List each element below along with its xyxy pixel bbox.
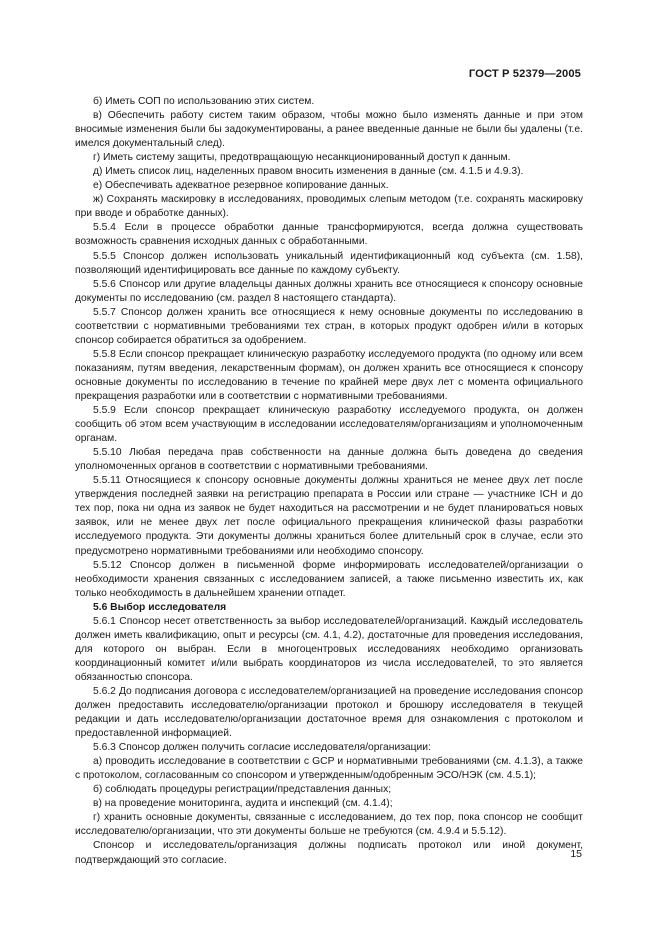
paragraph: в) на проведение мониторинга, аудита и инспекций (см. 4.1.4); [93,798,393,810]
paragraph: 5.6.3 Спонсор должен получить согласие исследователя/организации: [93,742,431,754]
paragraph: 5.5.11 Относящиеся к спонсору основные документы должны храниться не менее двух лет после утверждения последней заявки на регистрацию препарата в России или стране — участнике ICH и до тех пор, пока ни одна из заявок не будет находиться на рассмотрении и не будет планироваться новых заявок, или не менее двух лет после официального прекращения клинической фазы разработки исследуемого продукта. Эти документы должны храниться более длительный срок в случае, если это предусмотрено нормативными требованиями или необходимо спонсору. [75,475,583,557]
paragraph: Спонсор и исследователь/организация должны подписать протокол или иной документ, подтверждающий это согласие. [75,840,583,866]
paragraph: ж) Сохранять маскировку в исследованиях, проводимых слепым методом (т.е. сохранять маскировку при вводе и обработке данных). [75,194,583,220]
paragraph: б) соблюдать процедуры регистрации/представления данных; [93,784,392,796]
paragraph: 5.5.8 Если спонсор прекращает клиническую разработку исследуемого продукта (по одному или всем показаниям, путям введения, лекарственным формам), он должен хранить все относящиеся к спонсору основные документы по исследованию в течение по крайней мере двух лет с момента официального прекращения разработки или в соответствии с нормативными требованиями. [75,348,583,402]
paragraph: 5.5.5 Спонсор должен использовать уникальный идентификационный код субъекта (см. 1.58), позволяющий идентифицировать все данные по каждому субъекту. [75,250,583,276]
paragraph: а) проводить исследование в соответствии с GCP и нормативными требованиями (см. 4.1.3), а также с протоколом, согласованным со спонсором и утвержденным/одобренным ЭСО/НЭК (см. 4.5.1); [75,756,583,782]
paragraph: 5.5.10 Любая передача прав собственности на данные должна быть доведена до сведения уполномоченных органов в соответствии с нормативными требованиями. [75,447,583,473]
paragraph: 5.5.7 Спонсор должен хранить все относящиеся к нему основные документы по исследованию в соответствии с нормативными требованиями тех стран, в которых продукт одобрен и/или в которых спонсор собирается обратиться за одобрением. [75,306,583,346]
paragraph: 5.6.1 Спонсор несет ответственность за выбор исследователей/организаций. Каждый исследователь должен иметь квалификацию, опыт и ресурсы (см. 4.1, 4.2), достаточные для проведения исследования, для которого он выбран. Если в многоцентровых исследованиях необходимо организовать координационный комитет и/или выбрать координаторов из числа исследователей, то это является обязанностью спонсора. [75,615,583,683]
paragraph: 5.6.2 До подписания договора с исследователем/организацией на проведение исследования спонсор должен предоставить исследователю/организации протокол и брошюру исследователя в текущей редакции и дать исследователю/организации достаточное время для ознакомления с протоколом и предоставленной информацией. [75,685,583,740]
paragraph: г) Иметь систему защиты, предотвращающую несанкционированный доступ к данным. [93,152,511,164]
page-number: 15 [570,848,582,860]
paragraph: 5.5.4 Если в процессе обработки данные трансформируются, всегда должна существовать возможность сравнения исходных данных с обработанными. [75,222,583,248]
paragraph: 5.5.9 Если спонсор прекращает клиническую разработку исследуемого продукта, он должен сообщить об этом всем участвующим в исследовании исследователям/организациям и уполномоченным органам. [75,405,583,445]
paragraph: б) Иметь СОП по использованию этих систем. [93,96,315,107]
paragraph: 5.5.12 Спонсор должен в письменной форме информировать исследователей/организации о необходимости хранения связанных с исследованием записей, а также письменно известить их, как только необходимость в дальнейшем хранении отпадет. [75,559,583,599]
paragraph: е) Обеспечивать адекватное резервное копирование данных. [93,180,389,192]
paragraph: г) хранить основные документы, связанные с исследованием, до тех пор, пока спонсор не сообщит исследователю/организации, что эти документы больше не требуются (см. 4.9.4 и 5.5.12). [75,812,583,838]
paragraph: д) Иметь список лиц, наделенных правом вносить изменения в данные (см. 4.1.5 и 4.9.3). [93,166,524,178]
paragraph: в) Обеспечить работу систем таким образом, чтобы можно было изменять данные и при этом вносимые изменения были бы задокументированы, а ранее введенные данные не были бы удалены (т.е. имелся документальный след). [75,110,583,150]
document-header: ГОСТ Р 52379—2005 [468,68,581,80]
paragraph: 5.5.6 Спонсор или другие владельцы данных должны хранить все относящиеся к спонсору основные документы по исследованию (см. раздел 8 настоящего стандарта). [75,278,583,304]
section-heading: 5.6 Выбор исследователя [93,601,227,613]
page-body [75,95,583,868]
